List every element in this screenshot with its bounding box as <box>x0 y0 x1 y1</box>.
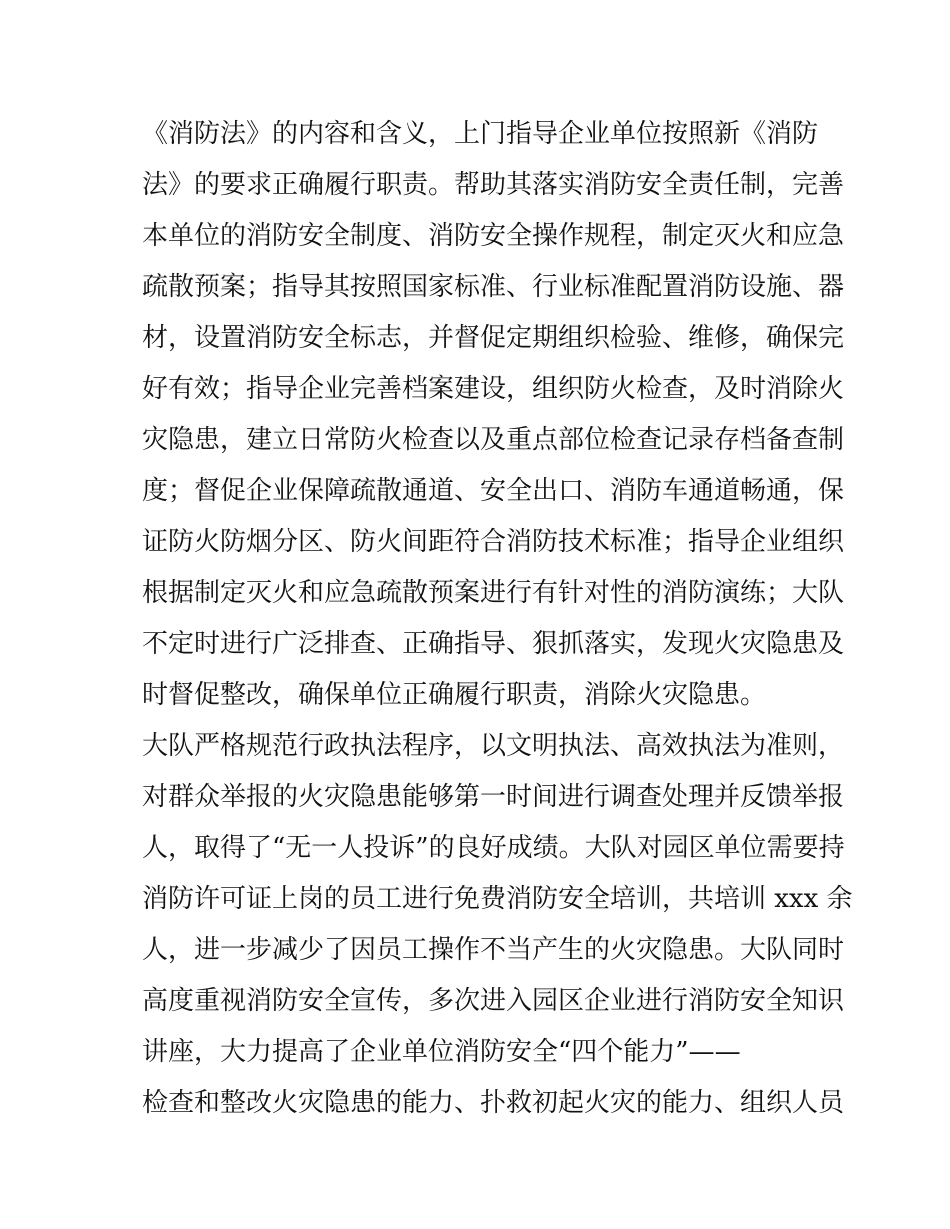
paragraph-2 <box>142 721 853 1078</box>
text-line: 人，进一步减少了因员工操作不当产生的火灾隐患。大队同时 <box>142 935 845 965</box>
text-line: 检查和整改火灾隐患的能力、扑救初起火灾的能力、组织人员 <box>142 1088 845 1118</box>
text-line: 讲座，大力提高了企业单位消防安全“四个能力”—— <box>142 1037 741 1067</box>
paragraph-3 <box>142 1078 845 1129</box>
text-line: 好有效；指导企业完善档案建设，组织防火检查，及时消除火 <box>142 374 845 404</box>
text-line: 不定时进行广泛排查、正确指导、狠抓落实，发现火灾隐患及 <box>142 629 845 659</box>
text-line: 灾隐患，建立日常防火检查以及重点部位检查记录存档备查制 <box>142 425 845 455</box>
text-line: 《消防法》的内容和含义，上门指导企业单位按照新《消防 <box>142 119 819 149</box>
text-line: 高度重视消防安全宣传，多次进入园区企业进行消防安全知识 <box>142 986 845 1016</box>
text-line: 法》的要求正确履行职责。帮助其落实消防安全责任制，完善 <box>142 170 845 200</box>
document-body <box>142 109 853 1129</box>
text-line: 材，设置消防安全标志，并督促定期组织检验、维修，确保完 <box>142 323 845 353</box>
text-line: 对群众举报的火灾隐患能够第一时间进行调查处理并反馈举报 <box>142 782 845 812</box>
text-line: 人，取得了“无一人投诉”的良好成绩。大队对园区单位需要持 <box>142 833 845 863</box>
text-line: 大队严格规范行政执法程序，以文明执法、高效执法为准则， <box>142 731 845 761</box>
text-line: 根据制定灭火和应急疏散预案进行有针对性的消防演练；大队 <box>142 578 845 608</box>
paragraph-1 <box>142 109 845 721</box>
text-line: 本单位的消防安全制度、消防安全操作规程，制定灭火和应急 <box>142 221 845 251</box>
text-line: 消防许可证上岗的员工进行免费消防安全培训，共培训 xxx 余 <box>142 884 853 914</box>
text-line: 疏散预案；指导其按照国家标准、行业标准配置消防设施、器 <box>142 272 845 302</box>
text-line: 时督促整改，确保单位正确履行职责，消除火灾隐患。 <box>142 680 767 710</box>
text-line: 证防火防烟分区、防火间距符合消防技术标准；指导企业组织 <box>142 527 845 557</box>
text-line: 度；督促企业保障疏散通道、安全出口、消防车通道畅通，保 <box>142 476 845 506</box>
